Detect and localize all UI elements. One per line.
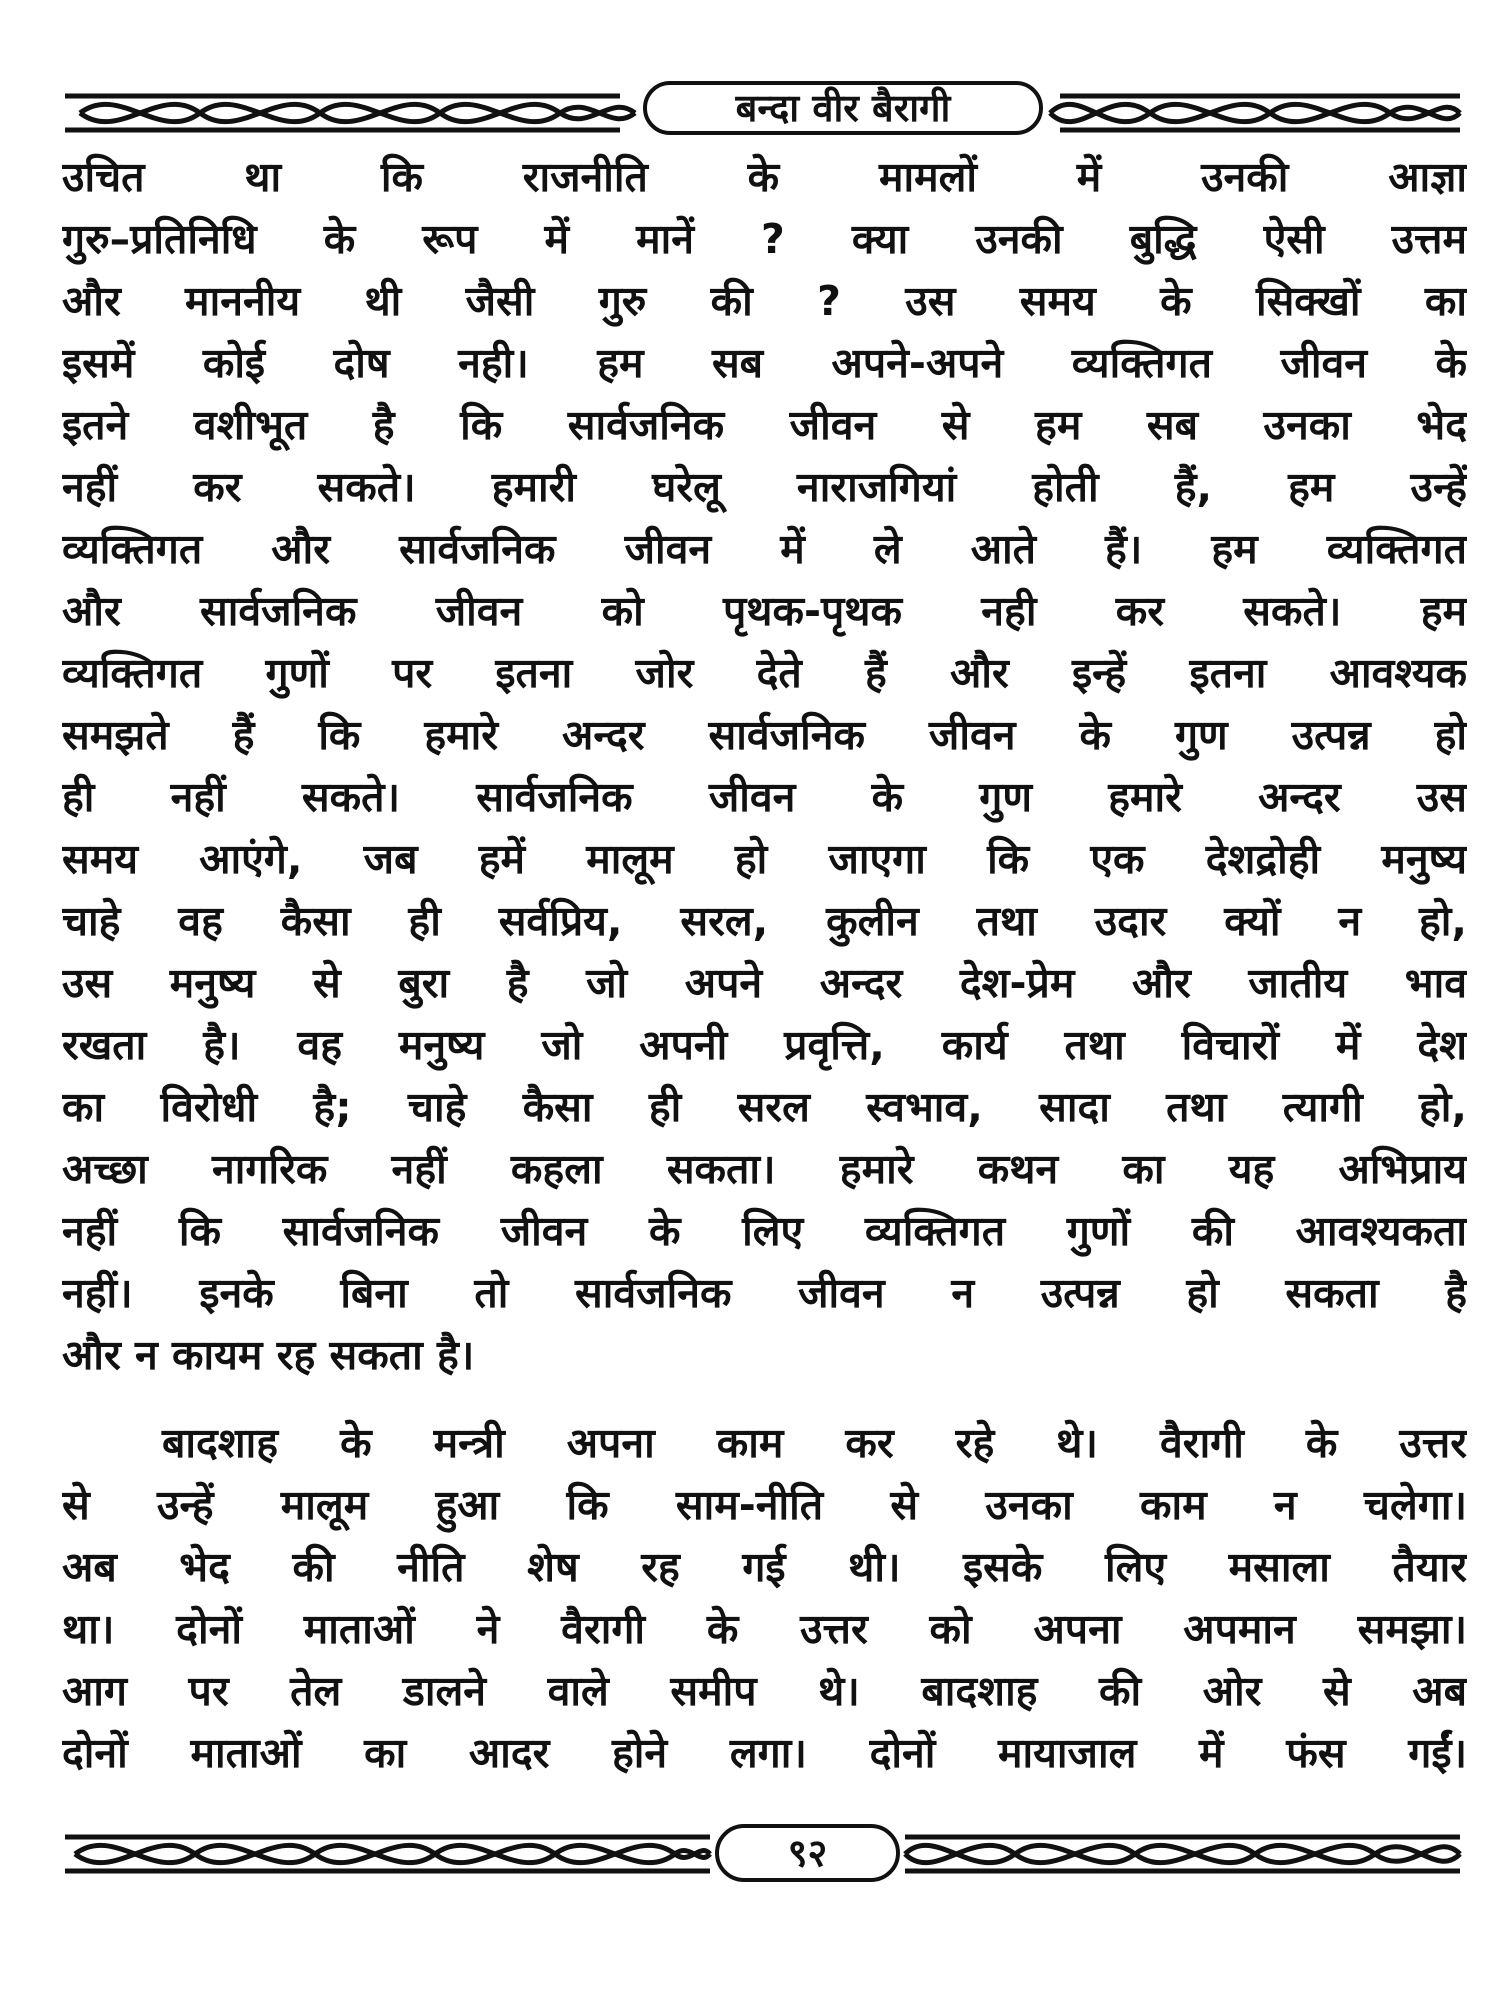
text-line: ही नहीं सकते। सार्वजनिक जीवन के गुण हमारे अन्दर उस (62, 773, 1467, 821)
text-line: और सार्वजनिक जीवन को पृथक-पृथक नही कर सकते। हम (62, 587, 1467, 635)
text-line: का विरोधी है; चाहे कैसा ही सरल स्वभाव, सादा तथा त्यागी हो, (62, 1083, 1467, 1131)
book-title: बन्दा वीर बैरागी (643, 81, 1043, 135)
text-line: दोनों माताओं का आदर होने लगा। दोनों मायाजाल में फंस गईं। (62, 1729, 1467, 1777)
text-line: चाहे वह कैसा ही सर्वप्रिय, सरल, कुलीन तथा उदार क्यों न हो, (62, 897, 1467, 945)
text-line: व्यक्तिगत और सार्वजनिक जीवन में ले आते हैं। हम व्यक्तिगत (62, 525, 1467, 573)
text-line: समय आएंगे, जब हमें मालूम हो जाएगा कि एक देशद्रोही मनुष्य (62, 835, 1467, 883)
text-line: और न कायम रह सकता है। (62, 1331, 475, 1379)
text-line: था। दोनों माताओं ने वैरागी के उत्तर को अपना अपमान समझा। (62, 1605, 1467, 1653)
text-line: अब भेद की नीति शेष रह गई थी। इसके लिए मसाला तैयार (62, 1543, 1467, 1591)
text-line: इतने वशीभूत है कि सार्वजनिक जीवन से हम सब उनका भेद (62, 401, 1467, 449)
text-line: उचित था कि राजनीति के मामलों में उनकी आज्ञा (62, 153, 1467, 201)
text-line: रखता है। वह मनुष्य जो अपनी प्रवृत्ति, कार्य तथा विचारों में देश (62, 1021, 1467, 1069)
text-line: बादशाह के मन्त्री अपना काम कर रहे थे। वैरागी के उत्तर (162, 1419, 1467, 1467)
text-line: उस मनुष्य से बुरा है जो अपने अन्दर देश-प्रेम और जातीय भाव (62, 959, 1467, 1007)
text-line: व्यक्तिगत गुणों पर इतना जोर देते हैं और इन्हें इतना आवश्यक (62, 649, 1467, 697)
header-border (60, 78, 1465, 148)
page-number: ९२ (715, 1824, 900, 1882)
paragraph-1 (62, 146, 1467, 1386)
text-line: नहीं। इनके बिना तो सार्वजनिक जीवन न उत्पन्न हो सकता है (62, 1269, 1467, 1317)
paragraph-2 (62, 1412, 1467, 1784)
text-line: से उन्हें मालूम हुआ कि साम-नीति से उनका काम न चलेगा। (62, 1481, 1467, 1529)
text-line: गुरु–प्रतिनिधि के रूप में मानें ? क्या उनकी बुद्धि ऐसी उत्तम (62, 215, 1467, 263)
text-line: और माननीय थी जैसी गुरु की ? उस समय के सिक्खों का (62, 277, 1467, 325)
text-line: अच्छा नागरिक नहीं कहला सकता। हमारे कथन का यह अभिप्राय (62, 1145, 1467, 1193)
footer-border (60, 1817, 1465, 1891)
text-line: आग पर तेल डालने वाले समीप थे। बादशाह की ओर से अब (62, 1667, 1467, 1715)
text-line: समझते हैं कि हमारे अन्दर सार्वजनिक जीवन के गुण उत्पन्न हो (62, 711, 1467, 759)
text-line: नहीं कि सार्वजनिक जीवन के लिए व्यक्तिगत गुणों की आवश्यकता (62, 1207, 1467, 1255)
text-line: इसमें कोई दोष नही। हम सब अपने-अपने व्यक्तिगत जीवन के (62, 339, 1467, 387)
text-line: नहीं कर सकते। हमारी घरेलू नाराजगियां होती हैं, हम उन्हें (62, 463, 1467, 511)
